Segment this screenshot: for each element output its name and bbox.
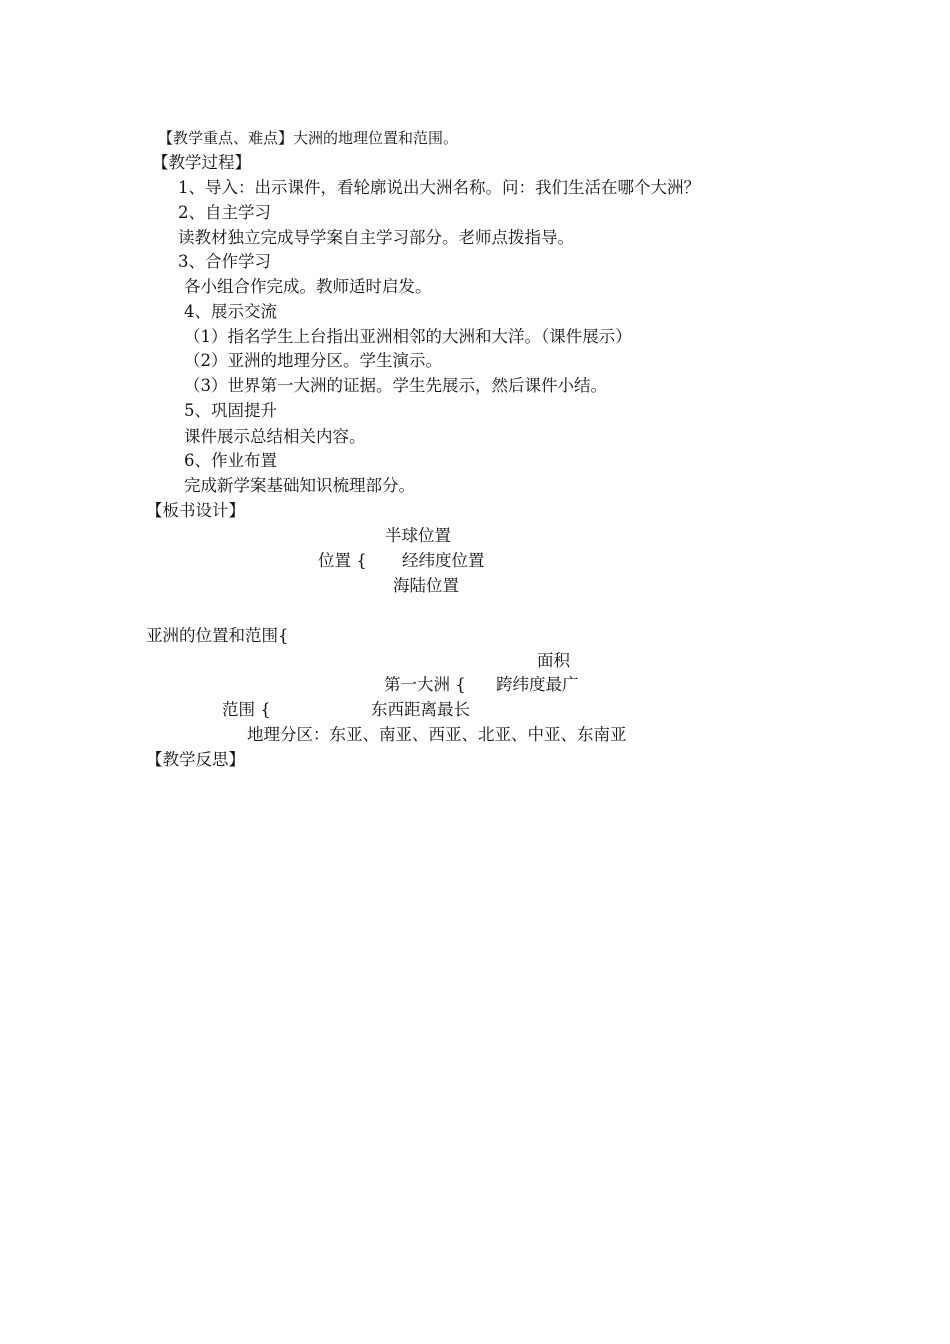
step-6-body: 完成新学案基础知识梳理部分。 bbox=[184, 476, 415, 495]
board-position-item-latlon: 经纬度位置 bbox=[402, 551, 485, 570]
step-5-body: 课件展示总结相关内容。 bbox=[184, 427, 366, 446]
board-heading: 【板书设计】 bbox=[146, 501, 245, 520]
step-4-item-3: （3）世界第一大洲的证据。学生先展示，然后课件小结。 bbox=[184, 376, 607, 395]
board-position-item-landsea: 海陆位置 bbox=[393, 576, 459, 595]
step-2-title: 2、自主学习 bbox=[178, 203, 271, 222]
step-3-title: 3、合作学习 bbox=[178, 252, 271, 271]
board-range-regions: 地理分区：东亚、南亚、西亚、北亚、中亚、东南亚 bbox=[247, 725, 627, 744]
process-heading: 【教学过程】 bbox=[152, 153, 251, 172]
step-3-body: 各小组合作完成。教师适时启发。 bbox=[184, 277, 432, 296]
reflection-heading: 【教学反思】 bbox=[146, 750, 245, 769]
board-largest-item-eastwest: 东西距离最长 bbox=[371, 700, 470, 719]
step-5-title: 5、巩固提升 bbox=[184, 401, 277, 420]
board-root: 亚洲的位置和范围{ bbox=[146, 626, 289, 645]
board-largest-item-latitude: 跨纬度最广 bbox=[496, 675, 579, 694]
board-largest-item-area: 面积 bbox=[537, 651, 570, 670]
board-range-label: 范围 { bbox=[222, 700, 271, 719]
board-position-label: 位置 { bbox=[318, 551, 367, 570]
step-4-title: 4、展示交流 bbox=[184, 302, 277, 321]
step-4-item-1: （1）指名学生上台指出亚洲相邻的大洲和大洋。（课件展示） bbox=[184, 327, 632, 346]
step-6-title: 6、作业布置 bbox=[184, 451, 277, 470]
step-1-title: 1、导入：出示课件，看轮廓说出大洲名称。问：我们生活在哪个大洲？ bbox=[178, 178, 700, 197]
step-2-body: 读教材独立完成导学案自主学习部分。老师点拨指导。 bbox=[178, 228, 574, 247]
step-4-item-2: （2）亚洲的地理分区。学生演示。 bbox=[184, 351, 442, 370]
key-points-line: 【教学重点、难点】大洲的地理位置和范围。 bbox=[158, 129, 459, 147]
board-largest-label: 第一大洲 { bbox=[384, 675, 466, 694]
board-position-item-hemisphere: 半球位置 bbox=[385, 526, 451, 545]
